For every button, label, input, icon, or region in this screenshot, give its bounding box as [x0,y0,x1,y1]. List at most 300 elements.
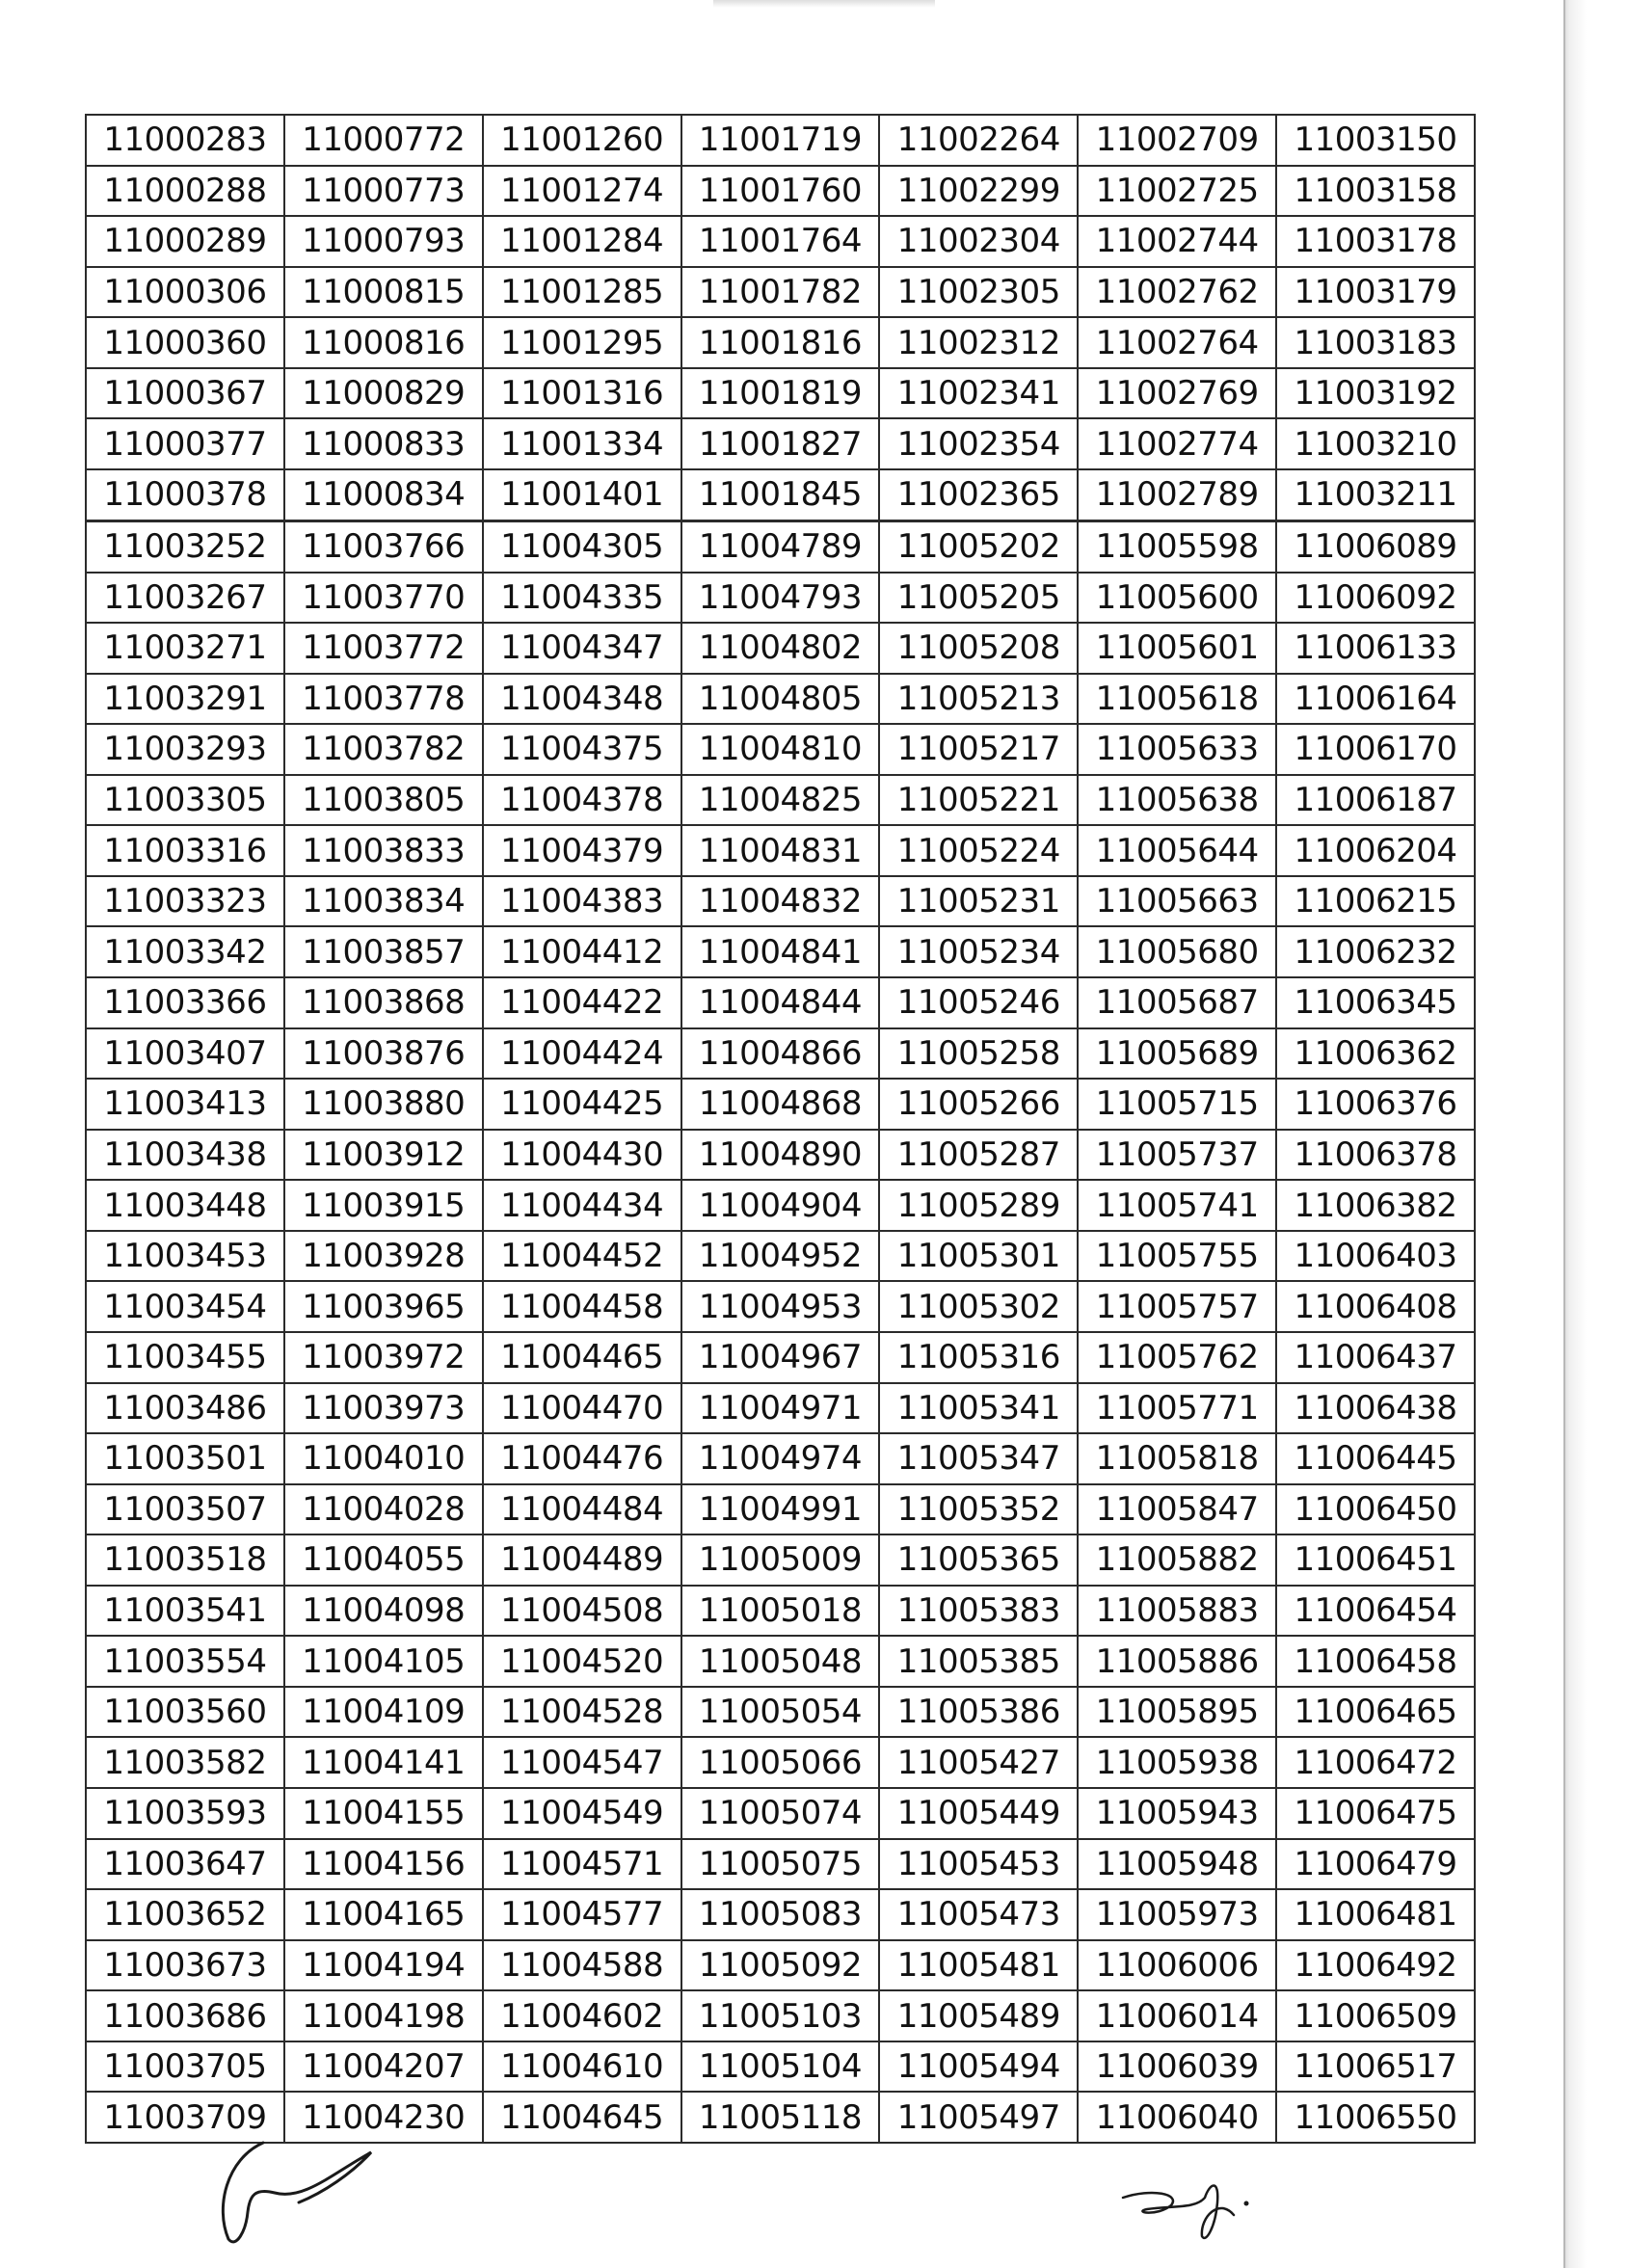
roll-number-cell: 11003560 [86,1687,284,1738]
table-row [86,1586,1475,1637]
signature-right [1113,2159,1258,2246]
table-row [86,368,1475,419]
roll-number-cell: 11001819 [681,368,880,419]
roll-number-cell: 11004425 [483,1079,681,1130]
roll-number-cell: 11005755 [1078,1231,1276,1282]
roll-number-cell: 11004424 [483,1028,681,1080]
roll-number-cell: 11003211 [1276,469,1475,520]
roll-number-cell: 11006403 [1276,1231,1475,1282]
roll-number-cell: 11003972 [284,1332,483,1383]
roll-number-cell: 11004207 [284,2041,483,2093]
roll-number-cell: 11005083 [681,1889,880,1940]
roll-number-cell: 11004610 [483,2041,681,2093]
roll-number-cell: 11005352 [879,1484,1078,1535]
roll-number-cell: 11003342 [86,926,284,977]
roll-number-cell: 11006040 [1078,2092,1276,2143]
roll-number-cell: 11004844 [681,977,880,1028]
roll-number-cell: 11004602 [483,1990,681,2041]
roll-number-cell: 11002709 [1078,115,1276,166]
roll-number-cell: 11000815 [284,267,483,318]
roll-number-cell: 11006451 [1276,1534,1475,1586]
roll-number-cell: 11006408 [1276,1281,1475,1332]
roll-number-cell: 11005347 [879,1433,1078,1484]
table-row [86,1180,1475,1231]
signature-left [207,2135,419,2251]
roll-number-cell: 11005213 [879,674,1078,725]
roll-number-cell: 11002764 [1078,317,1276,368]
roll-number-cell: 11004010 [284,1433,483,1484]
roll-number-cell: 11006454 [1276,1586,1475,1637]
roll-number-cell: 11005737 [1078,1130,1276,1181]
roll-number-cell: 11005715 [1078,1079,1276,1130]
roll-number-cell: 11003647 [86,1839,284,1890]
roll-number-cell: 11006089 [1276,520,1475,572]
roll-number-cell: 11001782 [681,267,880,318]
roll-number-cell: 11002365 [879,469,1078,520]
roll-number-cell: 11006479 [1276,1839,1475,1890]
roll-number-cell: 11003486 [86,1383,284,1434]
roll-number-cell: 11003210 [1276,418,1475,469]
roll-number-cell: 11005234 [879,926,1078,977]
roll-number-cell: 11005883 [1078,1586,1276,1637]
roll-number-cell: 11004434 [483,1180,681,1231]
table-row [86,1687,1475,1738]
roll-number-cell: 11004841 [681,926,880,977]
roll-number-cell: 11004832 [681,876,880,927]
roll-number-cell: 11003593 [86,1788,284,1839]
roll-number-cell: 11005973 [1078,1889,1276,1940]
roll-number-cell: 11003686 [86,1990,284,2041]
roll-number-cell: 11004825 [681,775,880,826]
roll-number-cell: 11002769 [1078,368,1276,419]
roll-number-cell: 11006170 [1276,724,1475,775]
roll-number-cell: 11003805 [284,775,483,826]
roll-number-cell: 11004866 [681,1028,880,1080]
roll-number-cell: 11002312 [879,317,1078,368]
table-row [86,418,1475,469]
roll-number-cell: 11003453 [86,1231,284,1282]
roll-number-cell: 11004028 [284,1484,483,1535]
roll-number-cell: 11003541 [86,1586,284,1637]
roll-number-cell: 11003912 [284,1130,483,1181]
table-row [86,115,1475,166]
roll-number-cell: 11003323 [86,876,284,927]
roll-number-cell: 11006517 [1276,2041,1475,2093]
roll-number-cell: 11005054 [681,1687,880,1738]
roll-number-cell: 11005386 [879,1687,1078,1738]
roll-number-cell: 11004484 [483,1484,681,1535]
roll-number-cell: 11005341 [879,1383,1078,1434]
roll-number-cell: 11003454 [86,1281,284,1332]
roll-number-cell: 11004528 [483,1687,681,1738]
roll-number-cell: 11001316 [483,368,681,419]
roll-number-cell: 11003267 [86,573,284,624]
roll-number-cell: 11004098 [284,1586,483,1637]
roll-number-cell: 11004109 [284,1687,483,1738]
roll-number-cell: 11005497 [879,2092,1078,2143]
roll-number-cell: 11005663 [1078,876,1276,927]
page-edge-line [1563,0,1565,2268]
roll-number-cell: 11005644 [1078,825,1276,876]
table-row [86,520,1475,572]
roll-number-cell: 11000834 [284,469,483,520]
roll-number-cell: 11005221 [879,775,1078,826]
roll-number-cell: 11005680 [1078,926,1276,977]
roll-number-cell: 11004793 [681,573,880,624]
roll-number-cell: 11003673 [86,1940,284,1991]
roll-number-cell: 11006475 [1276,1788,1475,1839]
roll-number-cell: 11001295 [483,317,681,368]
roll-number-cell: 11003178 [1276,216,1475,267]
roll-number-cell: 11003293 [86,724,284,775]
roll-number-cell: 11005847 [1078,1484,1276,1535]
roll-number-cell: 11003179 [1276,267,1475,318]
roll-number-cell: 11005882 [1078,1534,1276,1586]
roll-number-cell: 11005601 [1078,623,1276,674]
table-row [86,1636,1475,1687]
roll-number-cell: 11006362 [1276,1028,1475,1080]
table-row [86,674,1475,725]
roll-number-cell: 11004645 [483,2092,681,2143]
roll-number-cell: 11004465 [483,1332,681,1383]
roll-number-cell: 11006133 [1276,623,1475,674]
roll-number-cell: 11001285 [483,267,681,318]
roll-number-cell: 11004141 [284,1737,483,1788]
roll-number-cell: 11004383 [483,876,681,927]
roll-number-cell: 11003833 [284,825,483,876]
roll-number-cell: 11003770 [284,573,483,624]
roll-number-cell: 11003192 [1276,368,1475,419]
table-row [86,573,1475,624]
roll-number-cell: 11001764 [681,216,880,267]
roll-number-cell: 11004953 [681,1281,880,1332]
roll-number-cell: 11004588 [483,1940,681,1991]
roll-number-cell: 11006215 [1276,876,1475,927]
roll-number-cell: 11003582 [86,1737,284,1788]
roll-number-cell: 11005453 [879,1839,1078,1890]
roll-number-cell: 11004520 [483,1636,681,1687]
roll-number-cell: 11004971 [681,1383,880,1434]
table-row [86,977,1475,1028]
roll-number-cell: 11004458 [483,1281,681,1332]
table-body [86,115,1475,2143]
roll-number-cell: 11005258 [879,1028,1078,1080]
roll-number-cell: 11003772 [284,623,483,674]
roll-number-cell: 11001827 [681,418,880,469]
roll-number-cell: 11005638 [1078,775,1276,826]
roll-number-cell: 11003973 [284,1383,483,1434]
roll-number-cell: 11005600 [1078,573,1276,624]
roll-number-cell: 11004348 [483,674,681,725]
table-row [86,1534,1475,1586]
roll-number-cell: 11004379 [483,825,681,876]
table-row [86,775,1475,826]
roll-number-cell: 11004378 [483,775,681,826]
table-row [86,623,1475,674]
table-row [86,2092,1475,2143]
roll-number-cell: 11004952 [681,1231,880,1282]
roll-number-cell: 11003778 [284,674,483,725]
roll-number-cell: 11003448 [86,1180,284,1231]
roll-number-cell: 11006550 [1276,2092,1475,2143]
roll-number-cell: 11006492 [1276,1940,1475,1991]
roll-number-cell: 11003316 [86,825,284,876]
roll-number-cell: 11001845 [681,469,880,520]
table-row [86,1889,1475,1940]
roll-number-cell: 11001401 [483,469,681,520]
table-row [86,1940,1475,1991]
roll-number-cell: 11001284 [483,216,681,267]
roll-number-cell: 11003150 [1276,115,1475,166]
roll-number-cell: 11004470 [483,1383,681,1434]
table-row [86,1737,1475,1788]
roll-number-cell: 11004155 [284,1788,483,1839]
roll-number-cell: 11003554 [86,1636,284,1687]
roll-number-cell: 11003455 [86,1332,284,1383]
roll-number-cell: 11001260 [483,115,681,166]
roll-number-cell: 11006472 [1276,1737,1475,1788]
roll-number-cell: 11005481 [879,1940,1078,1991]
roll-number-table [85,114,1476,2144]
roll-number-cell: 11003652 [86,1889,284,1940]
page-edge-shadow [1563,0,1628,2268]
roll-number-cell: 11006378 [1276,1130,1475,1181]
roll-number-cell: 11000283 [86,115,284,166]
roll-number-cell: 11005266 [879,1079,1078,1130]
roll-number-cell: 11000360 [86,317,284,368]
roll-number-cell: 11005316 [879,1332,1078,1383]
roll-number-cell: 11004802 [681,623,880,674]
roll-number-cell: 11006509 [1276,1990,1475,2041]
table-row [86,317,1475,368]
roll-number-cell: 11006039 [1078,2041,1276,2093]
roll-number-cell: 11004105 [284,1636,483,1687]
roll-number-cell: 11006187 [1276,775,1475,826]
table-row [86,926,1475,977]
roll-number-cell: 11004476 [483,1433,681,1484]
roll-number-cell: 11002789 [1078,469,1276,520]
roll-number-cell: 11000306 [86,267,284,318]
roll-number-cell: 11005009 [681,1534,880,1586]
roll-number-cell: 11001334 [483,418,681,469]
roll-number-cell: 11003271 [86,623,284,674]
scan-smudge [713,0,935,8]
roll-number-cell: 11000816 [284,317,483,368]
roll-number-cell: 11005104 [681,2041,880,2093]
roll-number-cell: 11004974 [681,1433,880,1484]
roll-number-cell: 11001274 [483,166,681,217]
roll-number-cell: 11005048 [681,1636,880,1687]
roll-number-cell: 11003965 [284,1281,483,1332]
roll-number-cell: 11005365 [879,1534,1078,1586]
roll-number-cell: 11000772 [284,115,483,166]
roll-number-cell: 11005449 [879,1788,1078,1839]
roll-number-cell: 11005103 [681,1990,880,2041]
table-row [86,876,1475,927]
roll-number-cell: 11006438 [1276,1383,1475,1434]
roll-number-cell: 11006376 [1276,1079,1475,1130]
roll-number-cell: 11003766 [284,520,483,572]
roll-number-cell: 11006014 [1078,1990,1276,2041]
roll-number-cell: 11005289 [879,1180,1078,1231]
roll-number-cell: 11003366 [86,977,284,1028]
roll-number-table-wrapper [85,114,1476,2144]
roll-number-cell: 11004508 [483,1586,681,1637]
table-row [86,1839,1475,1890]
roll-number-cell: 11006458 [1276,1636,1475,1687]
roll-number-cell: 11004547 [483,1737,681,1788]
roll-number-cell: 11003305 [86,775,284,826]
roll-number-cell: 11006345 [1276,977,1475,1028]
table-row [86,1484,1475,1535]
roll-number-cell: 11004967 [681,1332,880,1383]
roll-number-cell: 11004890 [681,1130,880,1181]
roll-number-cell: 11005494 [879,2041,1078,2093]
roll-number-cell: 11002725 [1078,166,1276,217]
table-row [86,469,1475,520]
roll-number-cell: 11005633 [1078,724,1276,775]
table-row [86,825,1475,876]
roll-number-cell: 11004305 [483,520,681,572]
roll-number-cell: 11004347 [483,623,681,674]
roll-number-cell: 11001760 [681,166,880,217]
roll-number-cell: 11006481 [1276,1889,1475,1940]
roll-number-cell: 11003709 [86,2092,284,2143]
roll-number-cell: 11004904 [681,1180,880,1231]
roll-number-cell: 11003928 [284,1231,483,1282]
roll-number-cell: 11003413 [86,1079,284,1130]
roll-number-cell: 11003507 [86,1484,284,1535]
roll-number-cell: 11004810 [681,724,880,775]
roll-number-cell: 11003183 [1276,317,1475,368]
roll-number-cell: 11005741 [1078,1180,1276,1231]
roll-number-cell: 11005895 [1078,1687,1276,1738]
roll-number-cell: 11002774 [1078,418,1276,469]
roll-number-cell: 11005943 [1078,1788,1276,1839]
roll-number-cell: 11005771 [1078,1383,1276,1434]
table-row [86,1433,1475,1484]
roll-number-cell: 11004789 [681,520,880,572]
roll-number-cell: 11004831 [681,825,880,876]
roll-number-cell: 11005066 [681,1737,880,1788]
roll-number-cell: 11000773 [284,166,483,217]
roll-number-cell: 11002341 [879,368,1078,419]
table-row [86,724,1475,775]
roll-number-cell: 11004571 [483,1839,681,1890]
table-row [86,1130,1475,1181]
roll-number-cell: 11004375 [483,724,681,775]
roll-number-cell: 11004577 [483,1889,681,1940]
table-row [86,1079,1475,1130]
roll-number-cell: 11004335 [483,573,681,624]
roll-number-cell: 11005489 [879,1990,1078,2041]
roll-number-cell: 11004165 [284,1889,483,1940]
roll-number-cell: 11002264 [879,115,1078,166]
table-row [86,267,1475,318]
roll-number-cell: 11003438 [86,1130,284,1181]
roll-number-cell: 11003501 [86,1433,284,1484]
roll-number-cell: 11003876 [284,1028,483,1080]
roll-number-cell: 11000833 [284,418,483,469]
roll-number-cell: 11005427 [879,1737,1078,1788]
roll-number-cell: 11005689 [1078,1028,1276,1080]
roll-number-cell: 11005618 [1078,674,1276,725]
roll-number-cell: 11005217 [879,724,1078,775]
roll-number-cell: 11004156 [284,1839,483,1890]
roll-number-cell: 11005948 [1078,1839,1276,1890]
roll-number-cell: 11002744 [1078,216,1276,267]
table-row [86,216,1475,267]
roll-number-cell: 11000793 [284,216,483,267]
roll-number-cell: 11001816 [681,317,880,368]
roll-number-cell: 11002305 [879,267,1078,318]
roll-number-cell: 11003880 [284,1079,483,1130]
roll-number-cell: 11002354 [879,418,1078,469]
roll-number-cell: 11006232 [1276,926,1475,977]
roll-number-cell: 11006006 [1078,1940,1276,1991]
roll-number-cell: 11004412 [483,926,681,977]
roll-number-cell: 11005246 [879,977,1078,1028]
roll-number-cell: 11005757 [1078,1281,1276,1332]
roll-number-cell: 11006437 [1276,1332,1475,1383]
roll-number-cell: 11005687 [1078,977,1276,1028]
roll-number-cell: 11005075 [681,1839,880,1890]
roll-number-cell: 11005302 [879,1281,1078,1332]
roll-number-cell: 11003252 [86,520,284,572]
roll-number-cell: 11000289 [86,216,284,267]
roll-number-cell: 11004055 [284,1534,483,1586]
roll-number-cell: 11005208 [879,623,1078,674]
roll-number-cell: 11005938 [1078,1737,1276,1788]
roll-number-cell: 11003857 [284,926,483,977]
table-row [86,1788,1475,1839]
roll-number-cell: 11003868 [284,977,483,1028]
roll-number-cell: 11004422 [483,977,681,1028]
roll-number-cell: 11005383 [879,1586,1078,1637]
roll-number-cell: 11003407 [86,1028,284,1080]
roll-number-cell: 11005385 [879,1636,1078,1687]
roll-number-cell: 11006445 [1276,1433,1475,1484]
roll-number-cell: 11005762 [1078,1332,1276,1383]
roll-number-cell: 11004194 [284,1940,483,1991]
roll-number-cell: 11002762 [1078,267,1276,318]
table-row [86,1281,1475,1332]
roll-number-cell: 11005473 [879,1889,1078,1940]
roll-number-cell: 11006465 [1276,1687,1475,1738]
roll-number-cell: 11006092 [1276,573,1475,624]
table-row [86,1231,1475,1282]
roll-number-cell: 11005074 [681,1788,880,1839]
roll-number-cell: 11004805 [681,674,880,725]
roll-number-cell: 11005018 [681,1586,880,1637]
roll-number-cell: 11003834 [284,876,483,927]
roll-number-cell: 11004868 [681,1079,880,1130]
roll-number-cell: 11003705 [86,2041,284,2093]
roll-number-cell: 11005231 [879,876,1078,927]
roll-number-cell: 11005287 [879,1130,1078,1181]
roll-number-cell: 11005118 [681,2092,880,2143]
roll-number-cell: 11003915 [284,1180,483,1231]
roll-number-cell: 11005092 [681,1940,880,1991]
roll-number-cell: 11004452 [483,1231,681,1282]
table-row [86,1332,1475,1383]
roll-number-cell: 11003518 [86,1534,284,1586]
roll-number-cell: 11005205 [879,573,1078,624]
table-row [86,166,1475,217]
roll-number-cell: 11004991 [681,1484,880,1535]
roll-number-cell: 11006450 [1276,1484,1475,1535]
roll-number-cell: 11001719 [681,115,880,166]
